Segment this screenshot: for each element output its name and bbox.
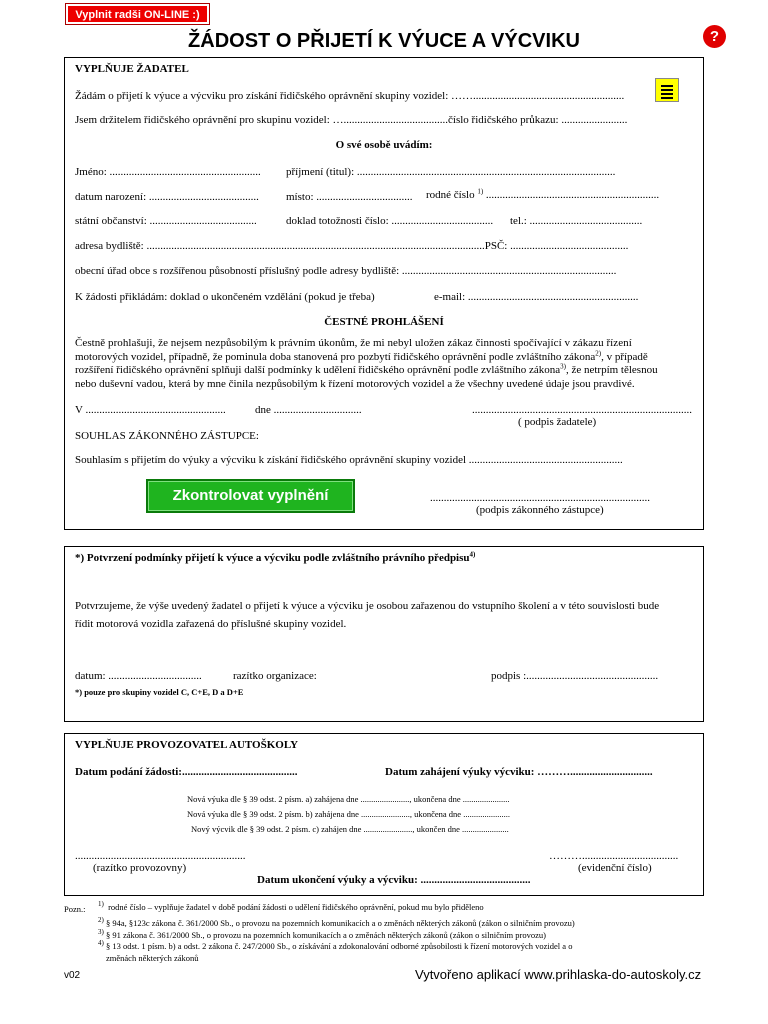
registration-number-line: ………................................... bbox=[549, 850, 679, 862]
confirmation-line-1: Potvrzujeme, že výše uvedený žadatel o přijetí k výuce a výcviku je osobou zařazenou do vstupního školení a v této souvislosti bude bbox=[75, 600, 660, 612]
declaration-line-3: rozšíření řidičského oprávnění splňuji další podmínky k udělení řidičského oprávnění podle zvláštního zákona$^{3)}$, že netrpím tělesnou bbox=[75, 362, 658, 376]
credit-link[interactable]: Vytvořeno aplikací www.prihlaska-do-autoskoly.cz bbox=[415, 967, 702, 982]
school-stamp-line: .............................................................. bbox=[75, 850, 246, 862]
citizenship-field[interactable]: státní občanství: ....................................... bbox=[75, 215, 257, 227]
confirmation-signature-field[interactable]: podpis :................................................ bbox=[491, 670, 659, 682]
personal-heading: O své osobě uvádím: bbox=[335, 139, 433, 151]
registration-number-label: (evidenční číslo) bbox=[578, 862, 652, 874]
guardian-signature-line: ................................................................................ bbox=[430, 492, 650, 504]
confirmation-line-2: řídit motorová vozidla zařazená do příslušné skupiny vozidel. bbox=[75, 618, 347, 630]
birth-number-field[interactable] bbox=[426, 189, 659, 201]
footnote-ref-1: 1) bbox=[477, 187, 484, 196]
end-date-field[interactable]: Datum ukončení výuky a výcviku: ........................................ bbox=[257, 874, 531, 886]
email-field[interactable]: e-mail: .............................................................. bbox=[434, 291, 639, 303]
notes-icon[interactable] bbox=[655, 78, 679, 102]
birth-date-field[interactable]: datum narození: ........................................ bbox=[75, 191, 259, 203]
school-stamp-label: (razítko provozovny) bbox=[93, 862, 187, 874]
last-name-field[interactable]: příjmení (titul): .............................................................................................. bbox=[286, 166, 616, 178]
declaration-line-4: nebo duševní vadou, která by mne činila nezpůsobilým k řízení motorových vozidel a že všechny uvedené údaje jsou pravdivé. bbox=[75, 378, 635, 390]
phone-field[interactable]: tel.: ......................................... bbox=[510, 215, 643, 227]
declaration-heading: ČESTNÉ PROHLÁŠENÍ bbox=[324, 316, 444, 328]
footnote-3: $^{3)}$ § 91 zákona č. 361/2000 Sb., o provozu na pozemních komunikacích a o změnách některých zákonů (zákon o silničním provozu) bbox=[98, 928, 546, 940]
declaration-line-2: motorových vozidel, případně, že pominula doba stanovená pro pozbytí řidičského oprávnění podle zvláštního zákona$^{2)}$, v případě bbox=[75, 349, 648, 363]
address-field[interactable]: adresa bydliště: ...........................................................................................................................PSČ: ........................................... bbox=[75, 240, 629, 252]
declaration-line-1: Čestně prohlašuji, že nejsem nezpůsobilým k právním úkonům, že mi nebyl uložen zákaz činnosti spočívající v zákazu řízení bbox=[75, 337, 632, 349]
municipality-field[interactable]: obecní úřad obce s rozšířenou působností příslušný podle adresy bydliště: .............................................................................. bbox=[75, 265, 617, 277]
request-line: Žádám o přijetí k výuce a výcviku pro získání řidičského oprávnění skupiny vozidel: ……....................................................... bbox=[75, 90, 625, 102]
birth-number-dots: ............................................................... bbox=[485, 189, 660, 201]
footnote-1: $^{1)}$ rodné číslo – vyplňuje žadatel v době podání žádosti o udělení řidičského oprávnění, pokud mu bylo přiděleno bbox=[98, 900, 484, 912]
birth-number-label: rodné číslo bbox=[426, 189, 475, 201]
confirmation-heading: *) Potvrzení podmínky přijetí k výuce a výcviku podle zvláštního právního předpisu$^{4)}$ bbox=[75, 550, 476, 564]
footnotes-label: Pozn.: bbox=[64, 904, 86, 914]
vehicle-groups-note: *) pouze pro skupiny vozidel C, C+E, D a D+E bbox=[75, 687, 244, 697]
footnote-4-continued: změnách některých zákonů bbox=[106, 953, 199, 963]
first-name-field[interactable]: Jméno: ....................................................... bbox=[75, 166, 261, 178]
course-row-b: Nová výuka dle § 39 odst. 2 písm. b) zahájena dne ......................., ukončena dne ...................... bbox=[187, 809, 510, 819]
page-title: ŽÁDOST O PŘIJETÍ K VÝUCE A VÝCVIKU bbox=[188, 30, 580, 52]
footnote-2: $^{2)}$ § 94a, §123c zákona č. 361/2000 Sb., o provozu na pozemních komunikacích a o změnách některých zákonů (zákon o silničním provozu) bbox=[98, 916, 575, 928]
check-form-button[interactable]: Zkontrolovat vyplnění bbox=[146, 479, 355, 513]
guardian-heading: SOUHLAS ZÁKONNÉHO ZÁSTUPCE: bbox=[75, 430, 259, 442]
submission-date-field[interactable]: Datum podání žádosti:.......................................... bbox=[75, 766, 298, 778]
applicant-signature-label: ( podpis žadatele) bbox=[518, 416, 597, 428]
course-row-a: Nová výuka dle § 39 odst. 2 písm. a) zahájena dne ......................., ukončena dne ...................... bbox=[187, 794, 510, 804]
course-row-c: Nový výcvik dle § 39 odst. 2 písm. c) zahájen dne ......................., ukončen dne ...................... bbox=[191, 824, 509, 834]
applicant-heading: VYPLŇUJE ŽADATEL bbox=[75, 63, 189, 75]
date-field[interactable]: dne ................................ bbox=[255, 404, 362, 416]
attachment-line: K žádosti přikládám: doklad o ukončeném vzdělání (pokud je třeba) bbox=[75, 291, 375, 303]
version-label: v02 bbox=[64, 970, 81, 981]
confirmation-date-field[interactable]: datum: .................................. bbox=[75, 670, 202, 682]
guardian-consent-line[interactable]: Souhlasím s přijetím do výuky a výcviku k získání řidičského oprávnění skupiny vozidel ........................................................ bbox=[75, 454, 623, 466]
place-field[interactable]: V ................................................... bbox=[75, 404, 226, 416]
id-document-field[interactable]: doklad totožnosti číslo: ..................................... bbox=[286, 215, 494, 227]
footnote-4: $^{4)}$ § 13 odst. 1 písm. b) a odst. 2 zákona č. 247/2000 Sb., o získávání a zdokonalování odborné způsobilosti k řízení motorových vozidel a o bbox=[98, 939, 573, 951]
driving-school-heading: VYPLŇUJE PROVOZOVATEL AUTOŠKOLY bbox=[75, 739, 299, 751]
guardian-signature-label: (podpis zákonného zástupce) bbox=[476, 504, 604, 516]
online-button[interactable]: Vyplnit radši ON-LINE :) bbox=[66, 4, 209, 24]
help-icon[interactable]: ? bbox=[703, 25, 726, 48]
start-date-field[interactable]: Datum zahájení výuky výcviku: ……….............................. bbox=[385, 766, 653, 778]
holder-line: Jsem držitelem řidičského oprávnění pro skupinu vozidel: …......................................číslo řidičského průkazu: ........................ bbox=[75, 114, 628, 126]
birth-place-field[interactable]: místo: ................................... bbox=[286, 191, 413, 203]
organization-stamp-label: razítko organizace: bbox=[233, 670, 317, 682]
applicant-signature-line: ................................................................................ bbox=[472, 404, 692, 416]
